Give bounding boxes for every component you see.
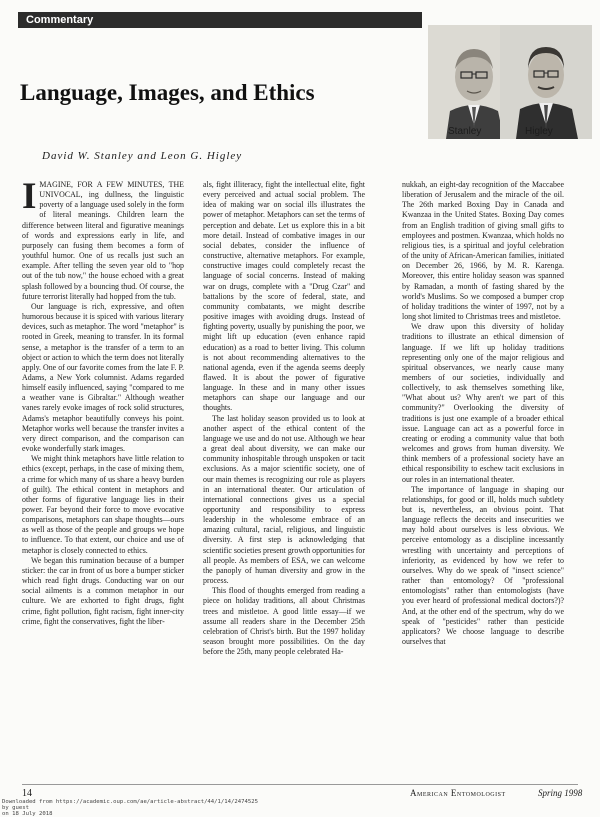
caption-higley: Higley	[525, 126, 553, 137]
byline: David W. Stanley and Leon G. Higley	[42, 150, 243, 162]
paragraph-text: MAGINE, FOR A FEW MINUTES, THE UNIVOCAL, ing dullness, the linguistic poverty of a language used solely in the form of literal meanings. Children learn the difference between literal and figurative meanings of words and expressions early in life, and purposely can fusing them becomes a form of youthful humor. One of us recalls just such an example. After telling the seven year old to "hop out of the tub now," the house echoed with a great splash followed by a bouncing thud. Of course, the future terrorist literally had hopped from the tub.	[22, 180, 184, 301]
body-paragraph: We began this rumination because of a bumper sticker: the car in front of us bore a bumper sticker which read fight drugs. Conducting war on our social ailments is a common metaphor in our culture. We are exhorted to fight drugs, fight crime, fight pollution, fight racism, fight inner-city crime, fight the conservatives, fight the liber-	[22, 555, 184, 626]
download-notice-line: by guest	[2, 805, 29, 811]
section-banner	[18, 12, 422, 28]
portrait-higley-image	[500, 25, 592, 139]
body-paragraph: We might think metaphors have little relation to ethics (except, perhaps, in the case of mixing them, a crime for which many of us share a heavy burden of guilt). The ethical content in metaphors and other forms of figurative language lies in their power. Far beyond their force to move evocative comparisons, metaphors can shape thoughts—ours as well as those of the people and groups we hope to influence. To that extent, our choice and use of metaphor is closely connected to ethics.	[22, 454, 184, 555]
body-paragraph: This flood of thoughts emerged from reading a piece on holiday traditions, all about Christmas trees and mistletoe. A good little essay—if we assume all readers share in the December 25th celebration of Christ's birth. But the 1997 holiday season brought more possibilities. On the day before the 25th, many people celebrated Ha-	[203, 586, 365, 657]
issue-info: Spring 1998	[538, 788, 583, 798]
body-column-3	[402, 180, 564, 768]
journal-name: American Entomologist	[410, 788, 506, 798]
article-title: Language, Images, and Ethics	[20, 80, 315, 105]
author-photo-higley	[500, 25, 592, 139]
body-paragraph: We draw upon this diversity of holiday traditions to illustrate an ethical dimension of language. If we lift up holiday traditions representing only one of the major religious and spiritual observances, we nearly cause many members of our societies, individually and collectively, to ask themselves something like, "What about us? Why aren't we part of this community?" Overlooking the diversity of traditions is just one example of a broader ethical issue. Language can act as a powerful force in creating or eroding a community value that both welcomes and grows from human diversity. We think members of a professional society have an ethical responsibility to eschew tacit exclusions in our roles in an international theater.	[402, 322, 564, 484]
body-paragraph: nukkah, an eight-day recognition of the Maccabee liberation of Jerusalem and the miracle of the oil. The 26th marked Boxing Day in Canada and Kwanzaa in the United States. Boxing Day comes from an English tradition of giving small gifts to employees and postmen. Kwanzaa, which holds no religious ties, is a spiritual and joyful celebration of the unity of African-American families, initiated on December 26, 1966, by M. R. Karenga. Moreover, this entire holiday season was spanned by Ramadan, a month of fasting shared by the world's Muslims. So we composed a bumper crop of holiday traditions the winter of 1997, not by a long shot limited to Christmas trees and mistletoe.	[402, 180, 564, 322]
body-paragraph: Our language is rich, expressive, and often humorous because it is spiced with various literary devices, such as metaphor. The word "metaphor" is rooted in Greek, meaning to transfer. In its formal sense, a metaphor is the transfer of a term to an object or action to which the term does not literally apply. One of our favorite comes from the late F. P. Adams, a New York columnist. Adams regarded himself easily influenced, saying "compared to me a weather vane is Gibraltar." Although weather vanes rarely evoke images of rock solid structures, Adams's metaphor beautifully conveys his point. Metaphor works well because the transfer invites a very direct comparison, and the comparison can evoke wonderfully stark images.	[22, 301, 184, 454]
body-paragraph: als, fight illiteracy, fight the intellectual elite, fight every perceived and actual social problem. The idea of making war on social ills illustrates the power of metaphor. Metaphors can set the terms of perception and debate. Let us explore this in a bit more detail. Instead of combative images in our social debates, consider the influence of constructive, alternative metaphors. For example, constructive images could completely recast the language of social concerns. Instead of making war on drugs, complete with a "Drug Czar" and battalions by the score of federal, state, and community combatants, we might describe positive images with avoiding drugs. Instead of fighting poverty, usually by punishing the poor, we might lift up education (even enhance rapid education) as a road to better living. This column is not about recommending alternatives to the national agenda, even if the agenda seems deeply flawed. It is about the power of figurative language. In these and in many other issues metaphors can shape our language and our thoughts.	[203, 180, 365, 413]
section-label: Commentary	[26, 14, 94, 26]
body-paragraph: The last holiday season provided us to look at another aspect of the ethical content of the language we use and do not use. Although we hear a great deal about diversity, we can make our community inhospitable through unspoken or tacit exclusions. As a major scientific society, one of our main themes is recognizing our role as players in an international theater. Our articulation of international connections gives us a special opportunity and responsibility to express leadership in the wholesome embrace of an amazing cultural, racial, religious, and linguistic diversity. A first step is acknowledging that scientific societies present growth opportunities for all people. As members of ESA, we can welcome the panoply of human diversity and grow in the process.	[203, 413, 365, 586]
body-paragraph: The importance of language in shaping our relationships, for good or ill, holds much subtlety but is, nevertheless, an obvious point. That language reflects the deceits and insecurities we may hold about ourselves is less obvious. We perceive entomology as a discipline incessantly wrestling with uncertainty and perceptions of inferiority, as evidenced by how we refer to ourselves. Why do we speak of "insect science" rather than entomology? Of "professional entomologists" rather than entomologists (have you ever heard of professional medical doctors?)? And, at the other end of the spectrum, why do we speak of "pesticides" rather than pesticide applicators? We choose language to describe ourselves that	[402, 484, 564, 647]
drop-cap: I	[22, 180, 37, 217]
body-paragraph	[22, 180, 184, 302]
download-notice-line: Downloaded from https://academic.oup.com/ae/article-abstract/44/1/14/2474525	[2, 799, 258, 805]
download-notice	[2, 799, 258, 817]
footer-divider	[22, 784, 578, 785]
page-number: 14	[22, 788, 32, 799]
download-notice-line: on 18 July 2018	[2, 811, 53, 817]
body-column-2	[203, 180, 365, 768]
body-column-1	[22, 180, 184, 768]
caption-stanley: Stanley	[448, 126, 482, 137]
